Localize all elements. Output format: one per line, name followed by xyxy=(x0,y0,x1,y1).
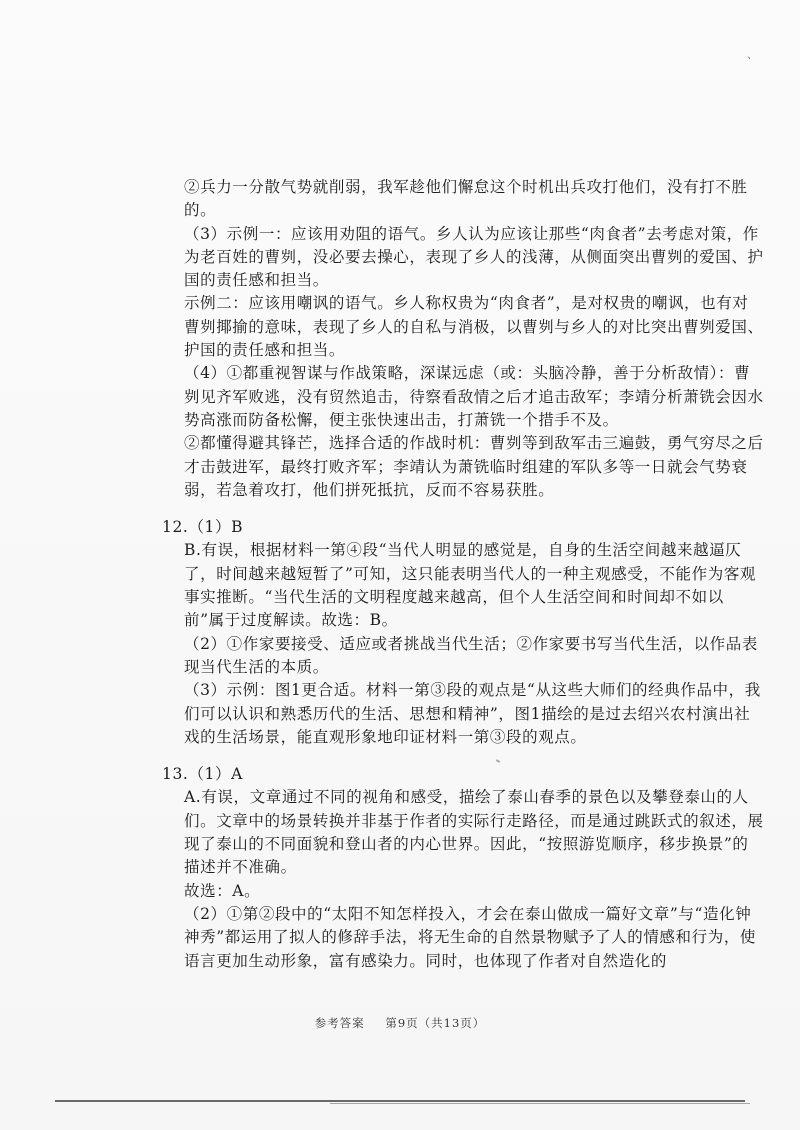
answer-paragraph: （4）①都重视智谋与作战策略，深谋远虑（或：头脑冷静，善于分析敌情）：曹刿见齐军败逃，没有贸然追击，待察看敌情之后才追击敌军；李靖分析萧铣会因水势高涨而防备松懈，便主张快速出击，打萧铣一个措手不及。 xyxy=(184,364,764,429)
answer-paragraph: ②都懂得避其锋芒，选择合适的作战时机：曹刿等到敌军击三遍鼓，勇气穷尽之后才击鼓进军，最终打败齐军；李靖认为萧铣临时组建的军队多等一日就会气势衰弱，若急着攻打，他们拼死抵抗，反而不容易获胜。 xyxy=(184,434,764,499)
answer-paragraph: （3）示例一：应该用劝阻的语气。乡人认为应该让那些“肉食者”去考虑对策，作为老百姓的曹刿，没必要去操心，表现了乡人的浅薄，从侧面突出曹刿的爱国、护国的责任感和担当。 xyxy=(184,224,764,290)
answer-paragraph: B.有误，根据材料一第④段“当代人明显的感觉是，自身的生活空间越来越逼仄了，时间越来越短暂了”可知，这只能表明当代人的一种主观感受，不能作为客观事实推断。“当代生活的文明程度越来越高，但个人生活空间和时间却不如以前”属于过度解读。故选：B。 xyxy=(184,541,757,630)
answer-paragraph: （2）①第②段中的“太阳不知怎样投入，才会在泰山做成一篇好文章”与“造化钟神秀”都运用了拟人的修辞手法，将无生命的自然景物赋予了人的情感和行为，使语言更加生动形象，富有感染力。同时，也体现了作者对自然造化的 xyxy=(184,904,757,970)
footer-page-number: 第9页（共13页） xyxy=(385,1016,486,1030)
answer-paragraph: （2）①作家要接受、适应或者挑战当代生活；②作家要书写当代生活，以作品表现当代生活的本质。 xyxy=(184,634,758,676)
question-number: 12.（1）B xyxy=(162,518,244,537)
question-number: 13.（1）A xyxy=(162,765,243,784)
footer-label: 参考答案 xyxy=(314,1016,365,1030)
section-11-continued xyxy=(184,176,764,502)
bottom-divider xyxy=(55,1100,745,1102)
question-12 xyxy=(162,516,764,749)
answer-paragraph: A.有误，文章通过不同的视角和感受，描绘了泰山春季的景色以及攀登泰山的人们。文章中的场景转换并非基于作者的实际行走路径，而是通过跳跃式的叙述，展现了泰山的不同面貌和登山者的内心世界。因此，“按照游览顺序，移步换景”的描述并不准确。 xyxy=(184,788,764,877)
page-footer xyxy=(0,1015,800,1031)
answer-paragraph: （3）示例：图1更合适。材料一第③段的观点是“从这些大师们的经典作品中，我们可以认识和熟悉历代的生活、思想和精神”，图1描绘的是过去绍兴农村演出社戏的生活场景，能直观形象地印证材料一第③段的观点。 xyxy=(184,681,761,746)
scan-mark: 、 xyxy=(747,48,758,61)
question-13 xyxy=(162,763,764,973)
bottom-divider-shadow xyxy=(330,1103,750,1104)
answer-paragraph: 故选：A。 xyxy=(184,881,261,900)
answer-paragraph: 示例二：应该用嘲讽的语气。乡人称权贵为“肉食者”，是对权贵的嘲讽，也有对曹刿揶揄的意味，表现了乡人的自私与消极，以曹刿与乡人的对比突出曹刿爱国、护国的责任感和担当。 xyxy=(184,294,764,360)
answer-content xyxy=(162,176,764,973)
answer-paragraph: ②兵力一分散气势就削弱，我军趁他们懈怠这个时机出兵攻打他们，没有打不胜的。 xyxy=(184,178,748,220)
